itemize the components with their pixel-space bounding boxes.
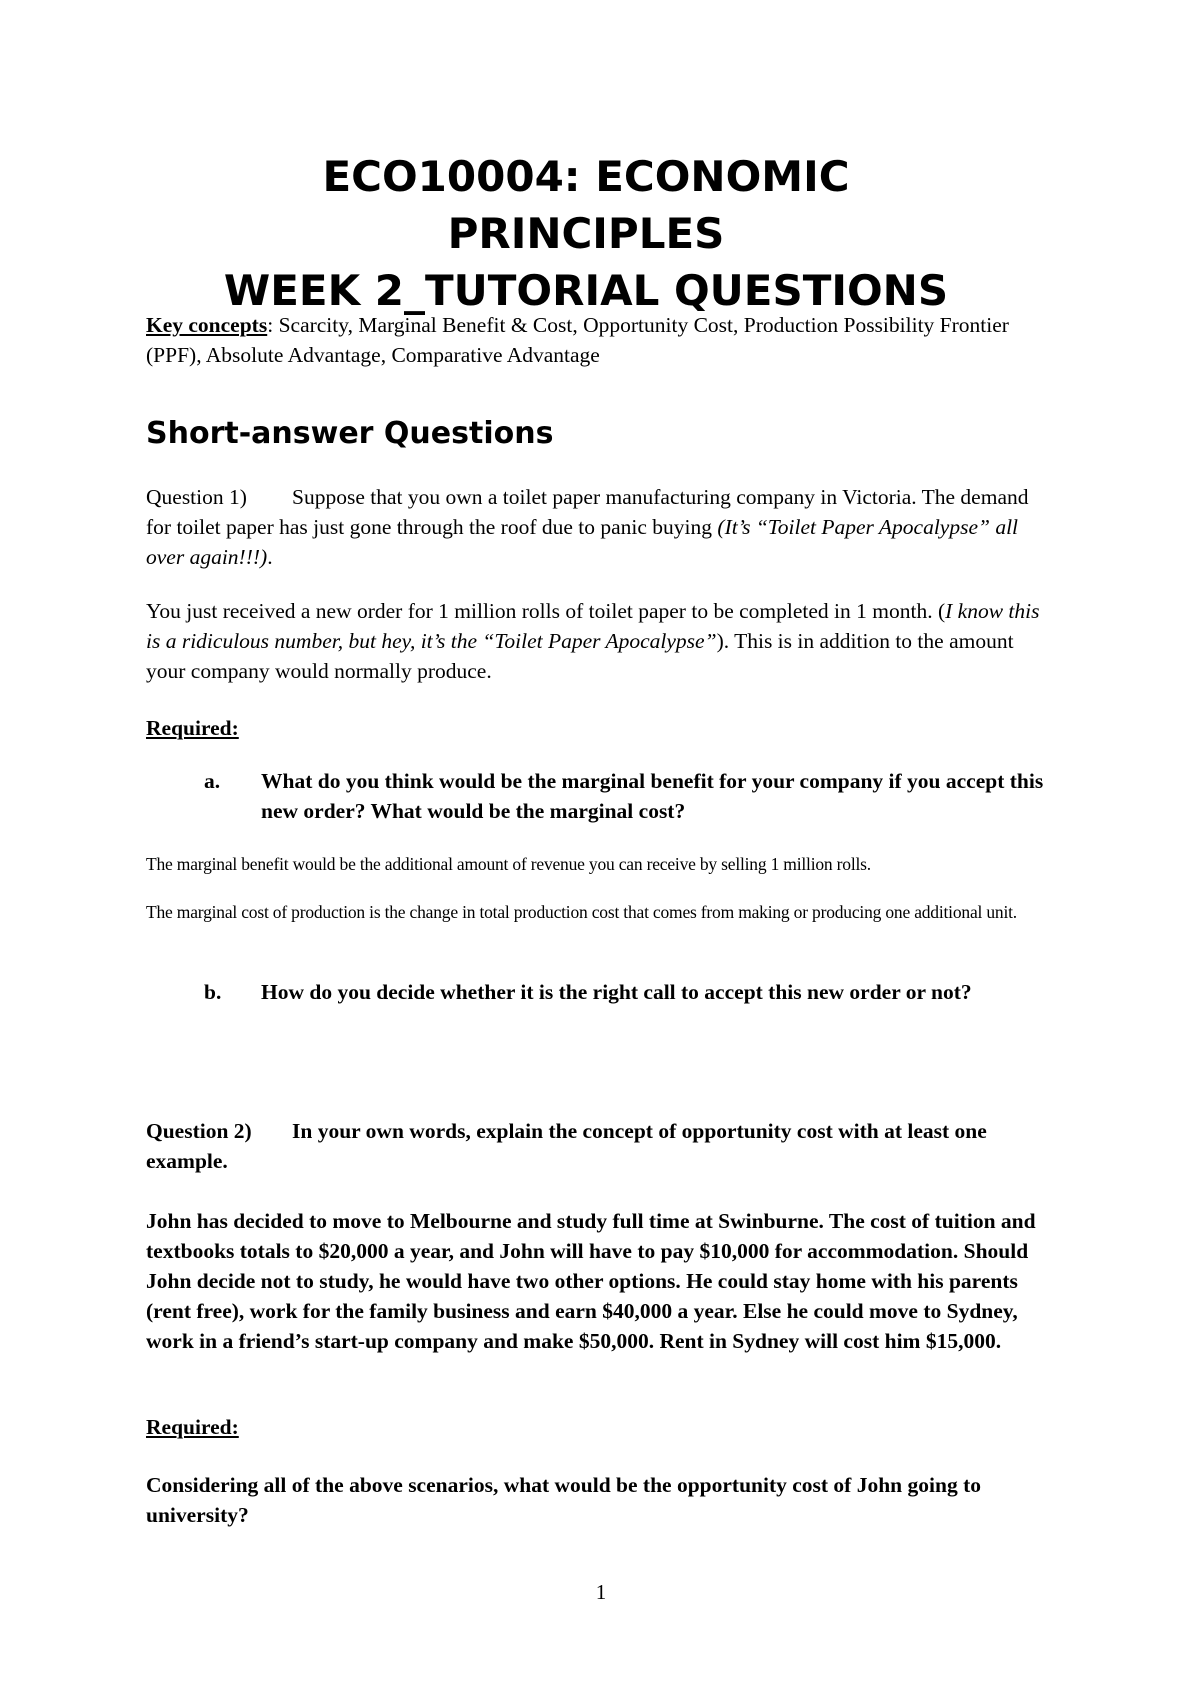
question-1b-text: How do you decide whether it is the right call to accept this new order or not? (261, 980, 972, 1004)
question-2-scenario: John has decided to move to Melbourne and study full time at Swinburne. The cost of tuition and textbooks totals to $20,000 a year, and John will have to pay $10,000 for accommodation. Should John decide not to study, he would have two other options. He could stay home with his parents (rent free), work for the family business and earn $40,000 a year. Else he could move to Sydney, work in a friend’s start-up company and make $50,000. Rent in Sydney will cost him $15,000. (146, 1209, 1036, 1353)
answer-marginal-cost: The marginal cost of production is the change in total production cost that comes from making or producing one additional unit. (146, 902, 1017, 922)
question-1-text: Suppose that you own a toilet paper manufacturing company in Victoria. The demand for toilet paper has just gone through the roof due to panic buying (146, 485, 1029, 539)
section-heading: Short-answer Questions (146, 416, 554, 451)
question-1-italic: (It’s “Toilet Paper Apocalypse” all over again!!!) (146, 515, 1019, 569)
question-1a-text: What do you think would be the marginal benefit for your company if you accept this new order? What would be the marginal cost? (261, 769, 1044, 823)
order-text-italic: I know this is a ridiculous number, but hey, it’s the “Toilet Paper Apocalypse” (146, 599, 1040, 653)
document-title (146, 148, 1026, 319)
question-2-required-text: Considering all of the above scenarios, what would be the opportunity cost of John going to university? (146, 1473, 981, 1527)
order-text-start: You just received a new order for 1 million rolls of toilet paper to be completed in 1 month. ( (146, 599, 946, 623)
question-2-text: In your own words, explain the concept of opportunity cost with at least one example. (146, 1119, 987, 1173)
question-1-paragraph (146, 482, 1046, 572)
question-1-order-paragraph (146, 596, 1046, 686)
title-line-3: WEEK 2_TUTORIAL QUESTIONS (223, 266, 949, 315)
answer-marginal-benefit: The marginal benefit would be the additional amount of revenue you can receive by selling 1 million rolls. (146, 854, 871, 874)
question-2-label: Question 2) (146, 1119, 252, 1143)
question-1b-letter: b. (204, 980, 222, 1004)
question-1-label: Question 1) (146, 485, 247, 509)
title-line-2: PRINCIPLES (447, 209, 725, 258)
question-1-end: . (267, 545, 273, 569)
document-page (146, 0, 1056, 1698)
question-1-required-label: Required: (146, 716, 239, 740)
question-1a-letter: a. (204, 769, 221, 793)
question-1b (146, 977, 1046, 1007)
key-concepts-paragraph (146, 310, 1046, 370)
question-2-required-label: Required: (146, 1415, 239, 1439)
page-number: 1 (595, 1580, 607, 1604)
key-concepts-text: : Scarcity, Marginal Benefit & Cost, Opportunity Cost, Production Possibility Frontier (PPF), Absolute Advantage, Comparative Advantage (146, 313, 1009, 367)
title-line-1: ECO10004: ECONOMIC (322, 152, 850, 201)
key-concepts-label: Key concepts (146, 313, 268, 337)
question-1a (146, 766, 1046, 826)
order-text-end: ). This is in addition to the amount your company would normally produce. (146, 629, 1014, 683)
question-2-paragraph (146, 1116, 1046, 1176)
